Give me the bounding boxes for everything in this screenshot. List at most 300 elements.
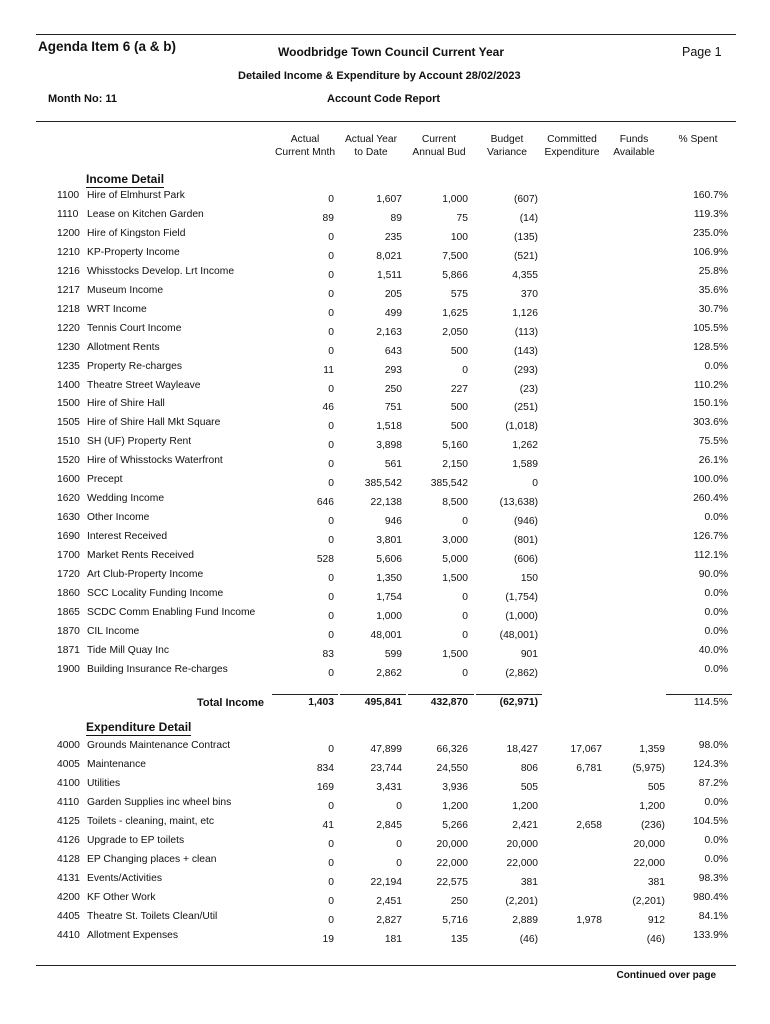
account-description: Property Re-charges — [87, 360, 182, 372]
account-code: 4100 — [57, 777, 80, 789]
funds-available-value: 505 — [647, 781, 665, 793]
table-row — [0, 929, 770, 952]
year-to-date-value: 0 — [396, 838, 402, 850]
budget-variance-value: 1,126 — [512, 307, 538, 319]
funds-available-value: 912 — [647, 914, 665, 926]
account-code: 1200 — [57, 227, 80, 239]
current-month-value: 0 — [328, 516, 334, 528]
annual-budget-value: 500 — [450, 345, 468, 357]
budget-variance-value: (1,000) — [505, 610, 538, 622]
total-line — [272, 694, 338, 695]
percent-spent-value: 0.0% — [704, 853, 728, 865]
total-current-month: 1,403 — [308, 697, 334, 708]
year-to-date-value: 205 — [384, 288, 402, 300]
account-code: 1630 — [57, 512, 80, 524]
percent-spent-value: 87.2% — [698, 777, 728, 789]
annual-budget-value: 1,625 — [442, 307, 468, 319]
annual-budget-value: 100 — [450, 231, 468, 243]
annual-budget-value: 22,000 — [436, 857, 468, 869]
budget-variance-value: 1,200 — [512, 800, 538, 812]
year-to-date-value: 5,606 — [376, 554, 402, 566]
annual-budget-value: 1,200 — [442, 800, 468, 812]
annual-budget-value: 0 — [462, 364, 468, 376]
annual-budget-value: 385,542 — [430, 478, 468, 490]
year-to-date-value: 3,801 — [376, 535, 402, 547]
annual-budget-value: 22,575 — [436, 876, 468, 888]
year-to-date-value: 1,607 — [376, 194, 402, 205]
annual-budget-value: 135 — [450, 933, 468, 945]
percent-spent-value: 980.4% — [693, 891, 728, 903]
account-description: Wedding Income — [87, 493, 165, 505]
year-to-date-value: 946 — [384, 516, 402, 528]
percent-spent-value: 26.1% — [698, 455, 728, 467]
current-month-value: 0 — [328, 667, 334, 679]
account-description: Hire of Whisstocks Waterfront — [87, 455, 223, 467]
budget-variance-value: 381 — [520, 876, 538, 888]
account-code: 1400 — [57, 379, 80, 391]
current-month-value: 0 — [328, 345, 334, 357]
percent-spent-value: 128.5% — [693, 341, 728, 353]
percent-spent-value: 98.0% — [698, 740, 728, 751]
annual-budget-value: 24,550 — [436, 762, 468, 774]
current-month-value: 169 — [316, 781, 334, 793]
account-code: 1218 — [57, 303, 80, 315]
current-month-value: 0 — [328, 895, 334, 907]
account-code: 4126 — [57, 834, 80, 846]
current-month-value: 0 — [328, 459, 334, 471]
col-header-committed: Committed Expenditure — [544, 134, 600, 158]
year-to-date-value: 2,862 — [376, 667, 402, 679]
col-header-annual-budget: Current Annual Bud — [412, 134, 466, 158]
current-month-value: 0 — [328, 838, 334, 850]
annual-budget-value: 7,500 — [442, 250, 468, 262]
annual-budget-value: 500 — [450, 421, 468, 433]
annual-budget-value: 75 — [456, 212, 468, 224]
current-month-value: 0 — [328, 231, 334, 243]
account-description: EP Changing places + clean — [87, 853, 217, 865]
table-row — [0, 663, 770, 686]
budget-variance-value: (23) — [519, 383, 538, 395]
percent-spent-value: 0.0% — [704, 834, 728, 846]
percent-spent-value: 0.0% — [704, 663, 728, 675]
percent-spent-value: 0.0% — [704, 625, 728, 637]
account-description: Toilets - cleaning, maint, etc — [87, 815, 215, 827]
annual-budget-value: 500 — [450, 402, 468, 414]
account-description: Interest Received — [87, 531, 168, 543]
current-month-value: 0 — [328, 250, 334, 262]
budget-variance-value: (946) — [513, 516, 538, 528]
budget-variance-value: (293) — [513, 364, 538, 376]
current-month-value: 0 — [328, 610, 334, 622]
account-code: 1510 — [57, 436, 80, 448]
year-to-date-value: 1,518 — [376, 421, 402, 433]
funds-available-value: 22,000 — [633, 857, 665, 869]
agenda-item-label: Agenda Item 6 (a & b) — [38, 39, 177, 54]
percent-spent-value: 119.3% — [693, 208, 728, 220]
year-to-date-value: 2,163 — [376, 326, 402, 338]
annual-budget-value: 1,500 — [442, 648, 468, 660]
budget-variance-value: (521) — [513, 250, 538, 262]
current-month-value: 0 — [328, 326, 334, 338]
report-subtitle: Detailed Income & Expenditure by Account 28/02/2023 — [238, 70, 521, 82]
year-to-date-value: 751 — [384, 402, 402, 414]
income-detail-heading: Income Detail — [86, 172, 165, 186]
budget-variance-value: 1,589 — [512, 459, 538, 471]
percent-spent-value: 150.1% — [693, 398, 728, 410]
account-description: Allotment Rents — [87, 341, 160, 353]
budget-variance-value: (607) — [513, 194, 538, 205]
account-description: WRT Income — [87, 303, 147, 315]
percent-spent-value: 98.3% — [698, 872, 728, 884]
col-header-percent-spent: % Spent — [678, 134, 718, 145]
top-rule — [36, 34, 736, 35]
budget-variance-value: (135) — [513, 231, 538, 243]
percent-spent-value: 25.8% — [698, 265, 728, 277]
account-code: 4405 — [57, 910, 80, 922]
current-month-value: 0 — [328, 269, 334, 281]
annual-budget-value: 2,050 — [442, 326, 468, 338]
annual-budget-value: 5,160 — [442, 440, 468, 452]
annual-budget-value: 3,000 — [442, 535, 468, 547]
budget-variance-value: (46) — [519, 933, 538, 945]
percent-spent-value: 75.5% — [698, 436, 728, 448]
footer-rule — [36, 965, 736, 966]
year-to-date-value: 643 — [384, 345, 402, 357]
account-description: Utilities — [87, 777, 121, 789]
percent-spent-value: 30.7% — [698, 303, 728, 315]
percent-spent-value: 124.3% — [693, 758, 728, 770]
account-code: 1520 — [57, 455, 80, 467]
account-code: 4200 — [57, 891, 80, 903]
percent-spent-value: 105.5% — [693, 322, 728, 334]
account-description: Grounds Maintenance Contract — [87, 740, 231, 751]
year-to-date-value: 47,899 — [370, 744, 402, 755]
year-to-date-value: 2,827 — [376, 914, 402, 926]
account-code: 1720 — [57, 569, 80, 580]
funds-available-value: 1,200 — [639, 800, 665, 812]
account-code: 1235 — [57, 360, 80, 372]
account-description: KP-Property Income — [87, 246, 180, 258]
current-month-value: 0 — [328, 421, 334, 433]
annual-budget-value: 0 — [462, 629, 468, 641]
annual-budget-value: 1,000 — [442, 194, 468, 205]
percent-spent-value: 235.0% — [693, 227, 728, 239]
account-code: 1505 — [57, 417, 80, 429]
current-month-value: 528 — [316, 554, 334, 566]
funds-available-value: 20,000 — [633, 838, 665, 850]
budget-variance-value: (251) — [513, 402, 538, 414]
year-to-date-value: 3,898 — [376, 440, 402, 452]
account-description: CIL Income — [87, 625, 140, 637]
account-description: Hire of Shire Hall Mkt Square — [87, 417, 221, 429]
account-description: Building Insurance Re-charges — [87, 663, 228, 675]
budget-variance-value: 2,421 — [512, 819, 538, 831]
account-description: Hire of Elmhurst Park — [87, 190, 185, 201]
account-code: 1870 — [57, 625, 80, 637]
percent-spent-value: 126.7% — [693, 531, 728, 543]
percent-spent-value: 0.0% — [704, 360, 728, 372]
account-code: 4110 — [57, 796, 80, 808]
account-description: Theatre Street Wayleave — [87, 379, 201, 391]
account-code: 1220 — [57, 322, 80, 334]
budget-variance-value: (801) — [513, 535, 538, 547]
annual-budget-value: 3,936 — [442, 781, 468, 793]
report-name: Account Code Report — [327, 93, 441, 105]
committed-expenditure-value: 17,067 — [570, 744, 602, 755]
funds-available-value: (46) — [646, 933, 665, 945]
percent-spent-value: 106.9% — [693, 246, 728, 258]
account-description: Garden Supplies inc wheel bins — [87, 796, 232, 808]
account-code: 1217 — [57, 284, 80, 296]
year-to-date-value: 2,451 — [376, 895, 402, 907]
funds-available-value: (5,975) — [632, 762, 665, 774]
current-month-value: 646 — [316, 497, 334, 509]
year-to-date-value: 1,511 — [376, 269, 402, 281]
council-title: Woodbridge Town Council Current Year — [278, 45, 505, 59]
year-to-date-value: 89 — [390, 212, 402, 224]
current-month-value: 0 — [328, 857, 334, 869]
page-number: Page 1 — [682, 45, 722, 59]
current-month-value: 0 — [328, 440, 334, 452]
account-description: SH (UF) Property Rent — [87, 436, 192, 448]
budget-variance-value: (1,754) — [505, 591, 538, 603]
account-code: 4410 — [57, 929, 80, 941]
current-month-value: 834 — [316, 762, 334, 774]
percent-spent-value: 84.1% — [698, 910, 728, 922]
budget-variance-value: 20,000 — [506, 838, 538, 850]
annual-budget-value: 66,326 — [436, 744, 468, 755]
percent-spent-value: 0.0% — [704, 796, 728, 808]
annual-budget-value: 5,866 — [442, 269, 468, 281]
percent-spent-value: 104.5% — [693, 815, 728, 827]
account-description: Upgrade to EP toilets — [87, 834, 185, 846]
account-description: Events/Activities — [87, 872, 162, 884]
annual-budget-value: 250 — [450, 895, 468, 907]
total-line — [408, 694, 474, 695]
annual-budget-value: 5,716 — [442, 914, 468, 926]
percent-spent-value: 110.2% — [693, 379, 728, 391]
account-code: 1860 — [57, 587, 80, 599]
percent-spent-value: 0.0% — [704, 606, 728, 618]
account-code: 4131 — [57, 872, 80, 884]
account-description: Market Rents Received — [87, 550, 195, 562]
percent-spent-value: 100.0% — [693, 474, 728, 486]
current-month-value: 0 — [328, 876, 334, 888]
account-code: 1620 — [57, 493, 80, 505]
year-to-date-value: 3,431 — [376, 781, 402, 793]
total-line — [666, 694, 732, 695]
current-month-value: 0 — [328, 194, 334, 205]
budget-variance-value: 505 — [520, 781, 538, 793]
total-budget-variance: (62,971) — [499, 697, 538, 708]
col-header-actual-ytd: Actual Year to Date — [344, 134, 398, 158]
year-to-date-value: 23,744 — [370, 762, 402, 774]
total-income-label: Total Income — [196, 697, 264, 709]
col-header-funds-available: Funds Available — [613, 134, 655, 158]
budget-variance-value: (13,638) — [499, 497, 538, 509]
account-description: Tennis Court Income — [87, 322, 182, 334]
annual-budget-value: 1,500 — [442, 573, 468, 584]
annual-budget-value: 5,000 — [442, 554, 468, 566]
budget-variance-value: (143) — [513, 345, 538, 357]
funds-available-value: 381 — [647, 876, 665, 888]
current-month-value: 0 — [328, 800, 334, 812]
annual-budget-value: 227 — [450, 383, 468, 395]
current-month-value: 0 — [328, 573, 334, 584]
current-month-value: 0 — [328, 629, 334, 641]
budget-variance-value: 1,262 — [512, 440, 538, 452]
year-to-date-value: 8,021 — [376, 250, 402, 262]
year-to-date-value: 22,194 — [370, 876, 402, 888]
year-to-date-value: 599 — [384, 648, 402, 660]
account-code: 1216 — [57, 265, 80, 277]
budget-variance-value: (113) — [514, 326, 538, 338]
expenditure-detail-heading: Expenditure Detail — [86, 720, 192, 734]
continued-note: Continued over page — [616, 970, 716, 981]
percent-spent-value: 0.0% — [704, 512, 728, 524]
annual-budget-value: 0 — [462, 516, 468, 528]
funds-available-value: 1,359 — [639, 744, 665, 755]
account-code: 4128 — [57, 853, 80, 865]
year-to-date-value: 1,000 — [376, 610, 402, 622]
year-to-date-value: 561 — [384, 459, 402, 471]
account-code: 1210 — [57, 246, 80, 258]
percent-spent-value: 260.4% — [693, 493, 728, 505]
col-header-actual-month: Actual Current Mnth — [274, 134, 336, 158]
account-description: Tide Mill Quay Inc — [87, 644, 170, 656]
committed-expenditure-value: 1,978 — [576, 914, 602, 926]
budget-variance-value: 806 — [520, 762, 538, 774]
annual-budget-value: 0 — [462, 610, 468, 622]
funds-available-value: (2,201) — [632, 895, 665, 907]
budget-variance-value: 18,427 — [506, 744, 538, 755]
year-to-date-value: 385,542 — [364, 478, 402, 490]
annual-budget-value: 2,150 — [442, 459, 468, 471]
year-to-date-value: 293 — [384, 364, 402, 376]
budget-variance-value: 370 — [520, 288, 538, 300]
account-code: 1865 — [57, 606, 80, 618]
percent-spent-value: 303.6% — [693, 417, 728, 429]
percent-spent-value: 112.1% — [693, 550, 728, 562]
percent-spent-value: 0.0% — [704, 587, 728, 599]
account-description: Theatre St. Toilets Clean/Util — [87, 910, 218, 922]
current-month-value: 19 — [322, 933, 334, 945]
percent-spent-value: 133.9% — [693, 929, 728, 941]
percent-spent-value: 90.0% — [698, 569, 728, 580]
col-header-budget-variance: Budget Variance — [487, 134, 527, 158]
account-code: 1110 — [57, 208, 79, 220]
account-description: Lease on Kitchen Garden — [87, 208, 204, 220]
budget-variance-value: 0 — [532, 478, 538, 490]
account-code: 1690 — [57, 531, 80, 543]
total-annual-budget: 432,870 — [430, 697, 468, 708]
account-code: 1600 — [57, 474, 80, 486]
budget-variance-value: 4,355 — [512, 269, 538, 281]
current-month-value: 11 — [323, 364, 334, 376]
budget-variance-value: (48,001) — [499, 629, 538, 641]
account-code: 4125 — [57, 815, 80, 827]
account-description: Museum Income — [87, 284, 164, 296]
current-month-value: 46 — [322, 402, 334, 414]
account-code: 1900 — [57, 663, 80, 675]
budget-variance-value: (1,018) — [505, 421, 538, 433]
current-month-value: 83 — [322, 648, 334, 660]
year-to-date-value: 22,138 — [370, 497, 402, 509]
year-to-date-value: 48,001 — [370, 629, 402, 641]
annual-budget-value: 20,000 — [436, 838, 468, 850]
year-to-date-value: 499 — [384, 307, 402, 319]
account-description: Other Income — [87, 512, 150, 524]
committed-expenditure-value: 6,781 — [576, 762, 602, 774]
month-number: Month No: 11 — [48, 93, 118, 105]
total-percent-spent: 114.5% — [693, 697, 728, 708]
account-code: 4005 — [57, 758, 80, 770]
year-to-date-value: 1,350 — [376, 573, 402, 584]
budget-variance-value: 2,889 — [512, 914, 538, 926]
account-description: SCC Locality Funding Income — [87, 587, 224, 599]
current-month-value: 89 — [322, 212, 334, 224]
account-code: 1100 — [57, 190, 80, 201]
year-to-date-value: 0 — [396, 857, 402, 869]
total-income-row — [0, 697, 770, 716]
year-to-date-value: 181 — [384, 933, 402, 945]
funds-available-value: (236) — [640, 819, 665, 831]
account-description: KF Other Work — [87, 891, 156, 903]
year-to-date-value: 235 — [384, 231, 402, 243]
current-month-value: 41 — [322, 819, 334, 831]
annual-budget-value: 575 — [450, 288, 468, 300]
budget-variance-value: 901 — [520, 648, 538, 660]
percent-spent-value: 160.7% — [693, 190, 728, 201]
account-description: Whisstocks Develop. Lrt Income — [87, 265, 235, 277]
current-month-value: 0 — [328, 591, 334, 603]
current-month-value: 0 — [328, 288, 334, 300]
account-description: Art Club-Property Income — [87, 569, 204, 580]
current-month-value: 0 — [328, 383, 334, 395]
budget-variance-value: 150 — [520, 573, 538, 584]
account-code: 1230 — [57, 341, 80, 353]
account-description: Hire of Kingston Field — [87, 227, 186, 239]
current-month-value: 0 — [328, 914, 334, 926]
account-code: 1500 — [57, 398, 80, 410]
current-month-value: 0 — [328, 744, 334, 755]
percent-spent-value: 40.0% — [698, 644, 728, 656]
account-code: 4000 — [57, 740, 80, 751]
year-to-date-value: 0 — [396, 800, 402, 812]
year-to-date-value: 1,754 — [376, 591, 402, 603]
percent-spent-value: 35.6% — [698, 284, 728, 296]
total-year-to-date: 495,841 — [364, 697, 402, 708]
annual-budget-value: 8,500 — [442, 497, 468, 509]
year-to-date-value: 2,845 — [376, 819, 402, 831]
account-description: SCDC Comm Enabling Fund Income — [87, 606, 256, 618]
account-description: Maintenance — [87, 758, 146, 770]
current-month-value: 0 — [328, 535, 334, 547]
budget-variance-value: 22,000 — [506, 857, 538, 869]
account-description: Precept — [87, 474, 123, 486]
budget-variance-value: (14) — [519, 212, 538, 224]
total-line — [340, 694, 406, 695]
budget-variance-value: (606) — [513, 554, 538, 566]
account-code: 1700 — [57, 550, 80, 562]
account-code: 1871 — [57, 644, 80, 656]
year-to-date-value: 250 — [384, 383, 402, 395]
total-line — [476, 694, 542, 695]
current-month-value: 0 — [328, 307, 334, 319]
budget-variance-value: (2,862) — [505, 667, 538, 679]
account-description: Hire of Shire Hall — [87, 398, 165, 410]
account-description: Allotment Expenses — [87, 929, 179, 941]
